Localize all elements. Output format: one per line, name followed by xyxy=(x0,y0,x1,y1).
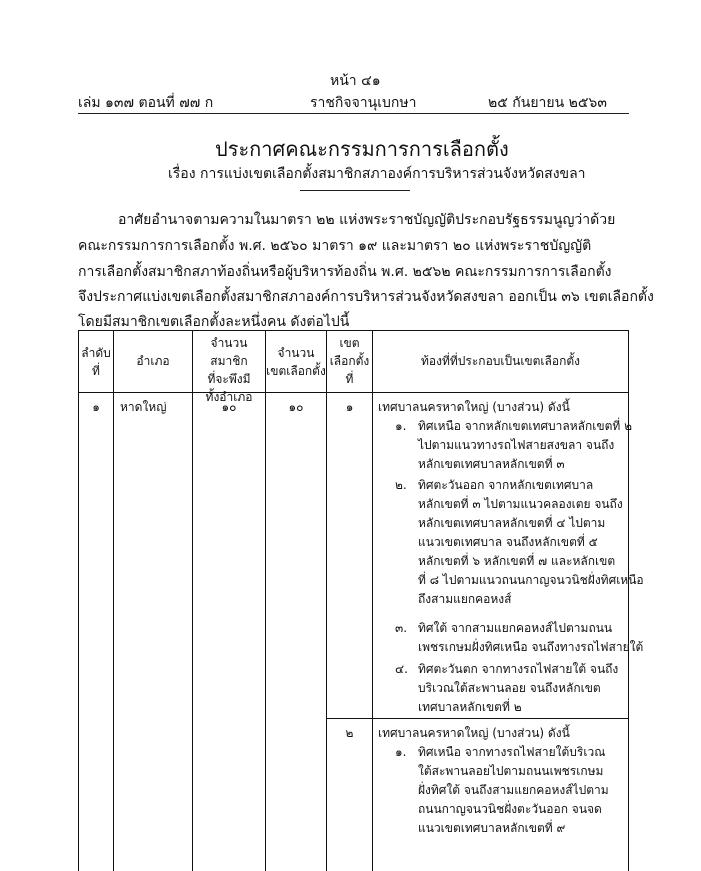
row-zone-count: ๑๐ xyxy=(288,400,304,414)
boundary-item: ทิศตะวันตก จากทางรถไฟสายใต้ จนถึง บริเวณใต้สะพานลอย จนถึงหลักเขต เทศบาลหลักเขตที่ ๒ xyxy=(418,662,619,714)
header-seq: ลำดับ ที่ xyxy=(81,346,111,378)
table-header-bottom xyxy=(78,392,629,393)
gazette-volume: เล่ม ๑๓๗ ตอนที่ ๗๗ ก xyxy=(78,95,214,111)
header-zone-number: เขต เลือกตั้ง ที่ xyxy=(329,336,370,386)
page-number: หน้า ๔๑ xyxy=(330,73,381,89)
row-members: ๑๐ xyxy=(221,400,237,414)
title-divider xyxy=(300,190,410,191)
boundary-item-number: ๒. xyxy=(395,478,407,492)
gazette-name: ราชกิจจานุเบกษา xyxy=(310,95,417,111)
boundary-item-number: ๓. xyxy=(395,621,408,635)
header-rule xyxy=(78,113,629,114)
paragraph-line: จึงประกาศแบ่งเขตเลือกตั้งสมาชิกสภาองค์การบริหารส่วนจังหวัดสงขลา ออกเป็น ๓๖ เขตเลือกตั้ง xyxy=(78,289,654,305)
header-district: อำเภอ xyxy=(136,354,170,368)
boundary-item: ทิศเหนือ จากหลักเขตเทศบาลหลักเขตที่ ๒ ไปตามแนวทางรถไฟสายสงขลา จนถึง หลักเขตเทศบาลหลักเขตที่ ๓ xyxy=(418,419,633,471)
boundary-item-number: ๑. xyxy=(395,745,407,759)
paragraph-line: อาศัยอำนาจตามความในมาตรา ๒๒ แห่งพระราชบัญญัติประกอบรัฐธรรมนูญว่าด้วย xyxy=(118,212,616,228)
column-divider xyxy=(372,330,373,871)
row-district: หาดใหญ่ xyxy=(120,400,167,414)
header-zone-count: จำนวน เขตเลือกตั้ง xyxy=(266,346,326,378)
boundary-item: ทิศเหนือ จากทางรถไฟสายใต้บริเวณ ใต้สะพานลอยไปตามถนนเพชรเกษม ฝั่งทิศใต้ จนถึงสามแยกคอหงส์ไปตาม ถนนกาญจนวนิชฝั่งตะวันออก จนจด แนวเขตเทศบาลหลักเขตที่ ๙ xyxy=(418,745,609,835)
zone-number: ๒ xyxy=(345,726,354,740)
announcement-title: ประกาศคณะกรรมการการเลือกตั้ง xyxy=(215,137,509,161)
gazette-date: ๒๕ กันยายน ๒๕๖๓ xyxy=(488,95,607,111)
header-area: ท้องที่ที่ประกอบเป็นเขตเลือกตั้ง xyxy=(421,354,580,368)
boundary-item-number: ๑. xyxy=(395,419,407,433)
column-divider xyxy=(113,330,114,871)
boundary-item: ทิศตะวันออก จากหลักเขตเทศบาล หลักเขตที่ ๓ ไปตามแนวคลองเตย จนถึง หลักเขตเทศบาลหลักเขตที่ ๔ ไปตาม แนวเขตเทศบาล จนถึงหลักเขตที่ ๕ หลักเขตที่ ๖ หลักเขตที่ ๗ และหลักเขต ที่ ๘ ไปตามแนวถนนกาญจนวนิชฝั่งทิศเหนือ ถึงสามแยกคอหงส์ xyxy=(418,478,644,606)
paragraph-line: การเลือกตั้งสมาชิกสภาท้องถิ่นหรือผู้บริหารท้องถิ่น พ.ศ. ๒๕๖๒ คณะกรรมการการเลือกตั้ง xyxy=(78,264,612,280)
zone-heading: เทศบาลนครหาดใหญ่ (บางส่วน) ดังนี้ xyxy=(378,400,570,414)
table-border-top xyxy=(78,330,629,331)
row-seq: ๑ xyxy=(92,400,100,414)
boundary-item-number: ๔. xyxy=(395,662,408,676)
header-members: จำนวนสมาชิก ที่จะพึงมี ทั้งอำเภอ xyxy=(205,336,253,404)
paragraph-line: โดยมีสมาชิกเขตเลือกตั้งละหนึ่งคน ดังต่อไปนี้ xyxy=(78,314,350,330)
zone-number: ๑ xyxy=(345,400,354,414)
zone-heading: เทศบาลนครหาดใหญ่ (บางส่วน) ดังนี้ xyxy=(378,726,570,740)
paragraph-line: คณะกรรมการการเลือกตั้ง พ.ศ. ๒๕๖๐ มาตรา ๑๙ และมาตรา ๒๐ แห่งพระราชบัญญัติ xyxy=(78,238,592,254)
boundary-item: ทิศใต้ จากสามแยกคอหงส์ไปตามถนน เพชรเกษมฝั่งทิศเหนือ จนถึงทางรถไฟสายใต้ xyxy=(418,621,644,654)
announcement-subject: เรื่อง การแบ่งเขตเลือกตั้งสมาชิกสภาองค์การบริหารส่วนจังหวัดสงขลา xyxy=(168,166,586,182)
